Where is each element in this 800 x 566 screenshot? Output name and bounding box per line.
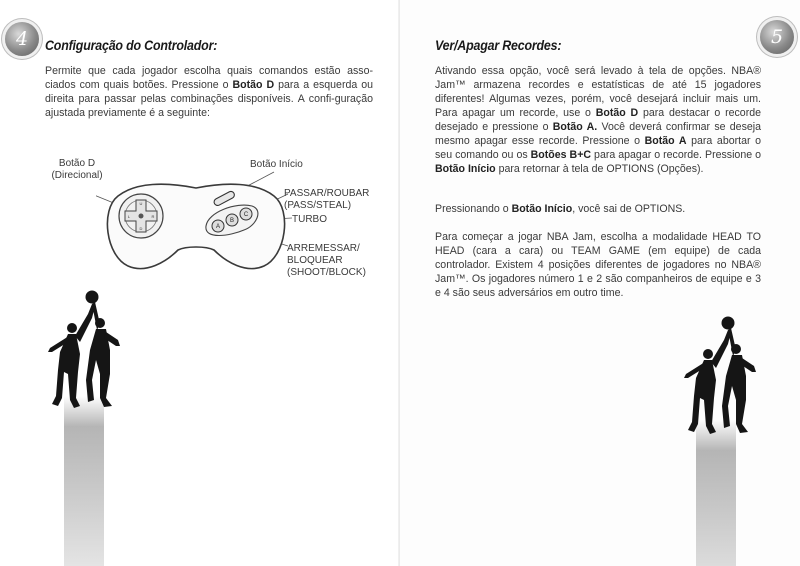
exit-options-paragraph	[435, 202, 761, 216]
dpad-label-line2: (Direcional)	[51, 170, 103, 181]
text-run: Ativando essa opção, você será levado à tela de opções. NBA® Jam™ armazena recordes e estatísticas de até 15 jogadores diferentes! Algumas vezes, porém, você desejará incluir mais um. Para apagar um recorde, use o	[435, 65, 761, 119]
a-button-letter: A	[215, 224, 221, 230]
text-run: Você deverá confirmar se deseja mesmo apagar esse recorde. Pressione o	[435, 121, 761, 147]
page-number-badge-left: 4	[5, 22, 39, 56]
dpad	[119, 194, 163, 238]
shoot-label-line2: BLOQUEAR	[287, 255, 343, 266]
shoot-block-label	[287, 243, 366, 279]
text-run: para apagar o recorde. Pressione o	[591, 149, 761, 161]
basketball-icon-left	[86, 291, 99, 304]
dpad-down-mark: D	[139, 226, 143, 231]
shoot-label-line1: ARREMESSAR/	[287, 243, 360, 254]
text-run: , você sai de OPTIONS.	[572, 203, 686, 215]
emphasized-text: Botão Início	[511, 203, 573, 215]
dpad-up-mark: U	[139, 201, 143, 206]
start-button-label: Botão Início	[250, 159, 303, 170]
emphasized-text: Botão D	[595, 107, 639, 119]
b-button-letter: B	[229, 218, 235, 224]
emphasized-text: Botão A	[644, 135, 687, 147]
dpad-center	[139, 214, 144, 219]
game-controller-illustration	[96, 168, 296, 278]
c-button-letter: C	[243, 212, 249, 218]
pass-label-line1: PASSAR/ROUBAR	[284, 188, 370, 199]
text-run: Pressionando o	[435, 203, 512, 215]
section-title-controller-config: Configuração do Controlador:	[45, 38, 218, 53]
basketball-players-silhouette-left	[40, 290, 130, 420]
pass-steal-label	[284, 188, 369, 212]
text-run: Permite que cada jogador escolha quais comandos estão asso-ciados com quais botões. Pressione o	[45, 65, 373, 91]
light-beam-left	[64, 396, 104, 566]
dpad-label-line1: Botão D	[58, 158, 96, 169]
text-run: para destacar o recorde desejado e pressione o	[435, 107, 762, 133]
dpad-right-mark: R	[151, 214, 155, 219]
right-page	[400, 0, 800, 566]
shoot-label-line3: (SHOOT/BLOCK)	[287, 267, 366, 278]
basketball-players-silhouette-right	[676, 316, 766, 446]
text-run: para retornar à tela de OPTIONS (Opções).	[495, 163, 704, 175]
section-title-view-delete-records: Ver/Apagar Recordes:	[435, 38, 562, 53]
emphasized-text: Botão Início	[435, 163, 496, 175]
page-number-badge-right: 5	[760, 20, 794, 54]
emphasized-text: Botão D	[232, 79, 275, 91]
emphasized-text: Botões B+C	[530, 149, 592, 161]
dpad-left-mark: L	[127, 214, 131, 219]
pass-label-line2: (PASS/STEAL)	[284, 200, 352, 211]
text-run: para a esquerda ou direita para passar pelas combinações disponíveis. A confi-guração ajustada previamente é a seguinte:	[45, 79, 374, 119]
controller-config-paragraph	[45, 64, 373, 120]
turbo-label: TURBO	[292, 214, 327, 225]
game-modes-paragraph	[435, 230, 761, 300]
view-delete-records-paragraph	[435, 64, 761, 176]
text-run: para abortar o seu comando ou os	[435, 135, 761, 161]
basketball-icon-right	[722, 317, 735, 330]
emphasized-text: Botão A.	[552, 121, 598, 133]
text-run: Para começar a jogar NBA Jam, escolha a modalidade HEAD TO HEAD (cara a cara) ou TEAM GAME (em equipe) de cada controlador. Existem 4 posições diferentes de jogadores no NBA® Jam™. Os jogadores número 1 e 2 são companheiros de equipe e 3 e 4 são seus adversários em outro time.	[435, 231, 761, 299]
